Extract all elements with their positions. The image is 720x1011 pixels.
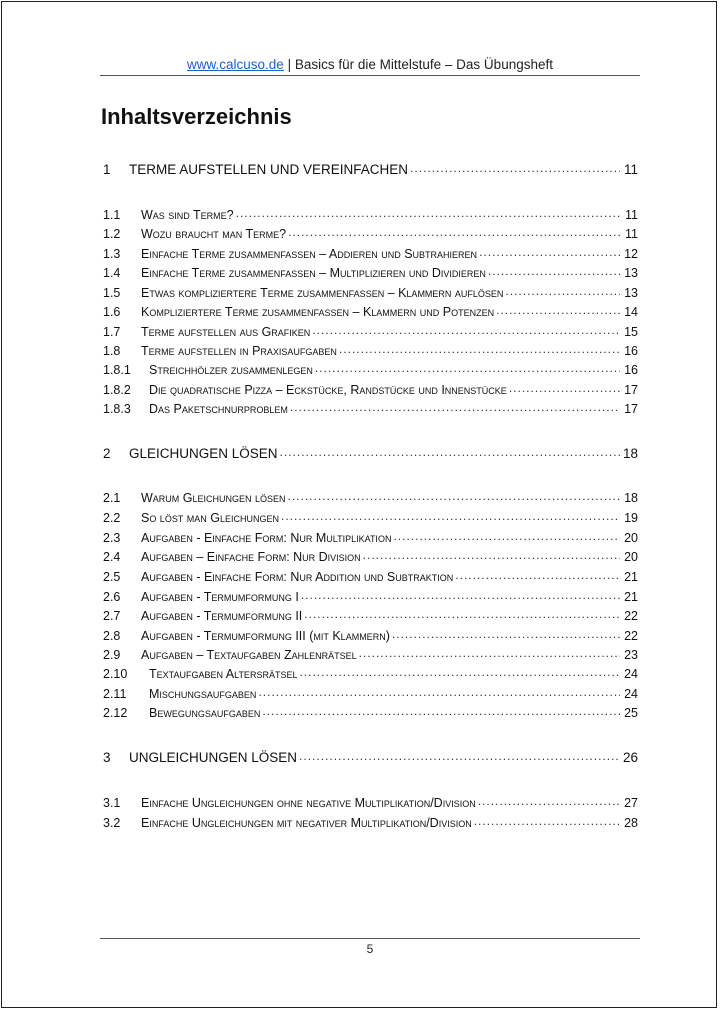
toc-entry[interactable] xyxy=(103,224,638,244)
toc-entry-page: 21 xyxy=(624,570,638,584)
toc-entry-title: Aufgaben - Einfache Form: Nur Multiplikation xyxy=(141,531,392,545)
toc-entry-title: Einfache Terme zusammenfassen – Addieren und Subtrahieren xyxy=(141,247,478,261)
dot-leader xyxy=(281,508,620,522)
toc-entry-number: 2.4 xyxy=(103,550,121,564)
toc-entry-number: 1.8.3 xyxy=(103,402,131,416)
page-header xyxy=(100,55,640,75)
website-link[interactable]: www.calcuso.de xyxy=(187,57,284,72)
toc-entry-number: 3.1 xyxy=(103,796,121,810)
toc-heading: Inhaltsverzeichnis xyxy=(101,104,292,129)
toc-entry[interactable] xyxy=(103,626,638,646)
toc-entry-title: Bewegungsaufgaben xyxy=(149,706,261,720)
header-separator: | xyxy=(287,57,292,72)
dot-leader xyxy=(258,684,620,698)
dot-leader xyxy=(262,703,620,717)
toc-entry-title: Kompliziertere Terme zusammenfassen – Klammern und Potenzen xyxy=(141,305,495,319)
dot-leader xyxy=(393,528,620,542)
toc-entry-page: 11 xyxy=(625,227,638,241)
toc-entry-page: 16 xyxy=(624,344,638,358)
toc-entry-page: 28 xyxy=(624,816,638,830)
toc-entry[interactable] xyxy=(103,380,638,400)
toc-entry-number: 2.8 xyxy=(103,629,121,643)
toc-entry-page: 21 xyxy=(624,590,638,604)
toc-entry-title: Aufgaben – Einfache Form: Nur Division xyxy=(141,550,361,564)
dot-leader xyxy=(236,205,620,219)
dot-leader xyxy=(509,380,620,394)
dot-leader xyxy=(363,547,620,561)
dot-leader xyxy=(478,793,620,807)
toc-entry-title: Aufgaben – Textaufgaben Zahlenrätsel xyxy=(141,648,357,662)
toc-entry-title: Streichhölzer zusammenlegen xyxy=(149,363,313,377)
toc-entry[interactable] xyxy=(103,567,638,587)
footer-rule xyxy=(100,938,640,939)
toc-entry-number: 2.5 xyxy=(103,570,121,584)
toc-entry[interactable] xyxy=(103,528,638,548)
toc-entry-title: Terme aufstellen in Praxisaufgaben xyxy=(141,344,337,358)
dot-leader xyxy=(479,244,620,258)
toc-entry[interactable] xyxy=(103,508,638,528)
toc-entry-page: 22 xyxy=(624,609,638,623)
toc-entry-number: 1.5 xyxy=(103,286,121,300)
toc-entry[interactable] xyxy=(103,664,638,684)
toc-entry-page: 19 xyxy=(624,511,638,525)
toc-entry-number: 2.7 xyxy=(103,609,121,623)
dot-leader xyxy=(505,283,620,297)
toc-entry-number: 1.2 xyxy=(103,227,121,241)
dot-leader xyxy=(410,160,620,174)
toc-entry-page: 13 xyxy=(624,266,638,280)
dot-leader xyxy=(315,360,620,374)
toc-entry-title: Einfache Ungleichungen mit negativer Multiplikation/Division xyxy=(141,816,472,830)
toc-entry[interactable] xyxy=(103,488,638,508)
dot-leader xyxy=(299,748,620,762)
toc-entry-title: Terme aufstellen aus Grafiken xyxy=(141,325,311,339)
toc-entry-page: 18 xyxy=(622,446,638,461)
toc-entry-page: 17 xyxy=(624,402,638,416)
toc-entry-number: 1.7 xyxy=(103,325,121,339)
dot-leader xyxy=(455,567,620,581)
toc-entry-page: 24 xyxy=(624,667,638,681)
toc-entry-title: So löst man Gleichungen xyxy=(141,511,279,525)
toc-entry-page: 12 xyxy=(624,247,638,261)
toc-entry-title: Was sind Terme? xyxy=(141,208,234,222)
toc-entry[interactable] xyxy=(103,341,638,361)
dot-leader xyxy=(288,224,620,238)
dot-leader xyxy=(339,341,620,355)
dot-leader xyxy=(290,399,620,413)
toc-entry-number: 3 xyxy=(103,750,111,765)
toc-entry[interactable] xyxy=(103,645,638,665)
toc-entry-number: 2.10 xyxy=(103,667,128,681)
dot-leader xyxy=(359,645,620,659)
toc-entry-number: 2.2 xyxy=(103,511,121,525)
toc-entry-number: 1.8.1 xyxy=(103,363,131,377)
dot-leader xyxy=(496,302,620,316)
toc-entry-number: 1.1 xyxy=(103,208,121,222)
toc-entry-title: Aufgaben - Termumformung III (mit Klammern) xyxy=(141,629,390,643)
toc-entry-title: Mischungsaufgaben xyxy=(149,687,257,701)
toc-entry-page: 11 xyxy=(625,208,638,222)
toc-entry[interactable] xyxy=(103,684,638,704)
toc-entry-page: 27 xyxy=(624,796,638,810)
toc-entry[interactable] xyxy=(103,606,638,626)
toc-entry[interactable] xyxy=(103,793,638,813)
toc-entry-title: Einfache Terme zusammenfassen – Multiplizieren und Dividieren xyxy=(141,266,486,280)
toc-entry[interactable] xyxy=(103,283,638,303)
toc-entry-page: 24 xyxy=(624,687,638,701)
toc-entry[interactable] xyxy=(103,587,638,607)
toc-entry-number: 1.6 xyxy=(103,305,121,319)
toc-entry-number: 2.11 xyxy=(103,687,127,701)
toc-entry-title: Die quadratische Pizza – Eckstücke, Randstücke und Innenstücke xyxy=(149,383,507,397)
toc-entry-number: 1.3 xyxy=(103,247,121,261)
toc-entry[interactable] xyxy=(103,322,638,342)
toc-entry-page: 15 xyxy=(624,325,638,339)
toc-entry-title: Warum Gleichungen lösen xyxy=(141,491,286,505)
toc-entry-number: 2.9 xyxy=(103,648,121,662)
toc-entry[interactable] xyxy=(103,360,638,380)
toc-entry[interactable] xyxy=(103,205,638,225)
toc-entry-number: 1 xyxy=(103,162,111,177)
toc-entry-number: 2 xyxy=(103,446,111,461)
toc-chapter-entry[interactable] xyxy=(103,444,638,464)
toc-entry-title: Wozu braucht man Terme? xyxy=(141,227,287,241)
toc-entry-number: 1.8.2 xyxy=(103,383,131,397)
dot-leader xyxy=(312,322,620,336)
toc-chapter-entry[interactable] xyxy=(103,160,638,180)
toc-entry-title: Textaufgaben Altersrätsel xyxy=(149,667,298,681)
toc-entry[interactable] xyxy=(103,263,638,283)
toc-entry-page: 20 xyxy=(624,531,638,545)
toc-entry-number: 3.2 xyxy=(103,816,121,830)
toc-entry[interactable] xyxy=(103,399,638,419)
dot-leader xyxy=(304,606,620,620)
toc-entry-page: 23 xyxy=(624,648,638,662)
toc-entry-page: 25 xyxy=(624,706,638,720)
dot-leader xyxy=(488,263,620,277)
toc-entry-title: Einfache Ungleichungen ohne negative Multiplikation/Division xyxy=(141,796,476,810)
dot-leader xyxy=(392,626,620,640)
toc-entry[interactable] xyxy=(103,547,638,567)
dot-leader xyxy=(288,488,621,502)
toc-entry-page: 22 xyxy=(624,629,638,643)
toc-entry-page: 20 xyxy=(624,550,638,564)
dot-leader xyxy=(280,444,620,458)
toc-entry-page: 11 xyxy=(623,162,638,177)
dot-leader xyxy=(299,664,620,678)
toc-entry-number: 2.12 xyxy=(103,706,128,720)
dot-leader xyxy=(301,587,620,601)
toc-entry[interactable] xyxy=(103,703,638,723)
toc-entry-page: 26 xyxy=(622,750,638,765)
toc-entry-number: 2.1 xyxy=(103,491,121,505)
toc-entry[interactable] xyxy=(103,302,638,322)
toc-entry-title: UNGLEICHUNGEN LÖSEN xyxy=(129,750,298,765)
dot-leader xyxy=(474,813,620,827)
page-number: 5 xyxy=(366,942,374,956)
toc-entry-page: 17 xyxy=(624,383,638,397)
header-text: Basics für die Mittelstufe – Das Übungsheft xyxy=(294,57,553,72)
toc-entry-number: 2.6 xyxy=(103,590,121,604)
toc-entry-title: Etwas kompliziertere Terme zusammenfassen – Klammern auflösen xyxy=(141,286,504,300)
toc-entry-page: 16 xyxy=(624,363,638,377)
header-rule xyxy=(100,75,640,76)
toc-entry-page: 13 xyxy=(624,286,638,300)
toc-entry-title: TERME AUFSTELLEN UND VEREINFACHEN xyxy=(129,162,409,177)
toc-entry-number: 2.3 xyxy=(103,531,121,545)
toc-entry-number: 1.4 xyxy=(103,266,121,280)
toc-entry-page: 14 xyxy=(624,305,638,319)
toc-entry[interactable] xyxy=(103,813,638,833)
toc-entry-title: Aufgaben - Termumformung II xyxy=(141,609,303,623)
toc-entry-title: Aufgaben - Termumformung I xyxy=(141,590,299,604)
toc-entry-title: GLEICHUNGEN LÖSEN xyxy=(129,446,278,461)
toc-entry-title: Das Paketschnurproblem xyxy=(149,402,288,416)
toc-entry-number: 1.8 xyxy=(103,344,121,358)
toc-entry-page: 18 xyxy=(624,491,638,505)
toc-chapter-entry[interactable] xyxy=(103,748,638,768)
toc-entry-title: Aufgaben - Einfache Form: Nur Addition und Subtraktion xyxy=(141,570,454,584)
toc-entry[interactable] xyxy=(103,244,638,264)
